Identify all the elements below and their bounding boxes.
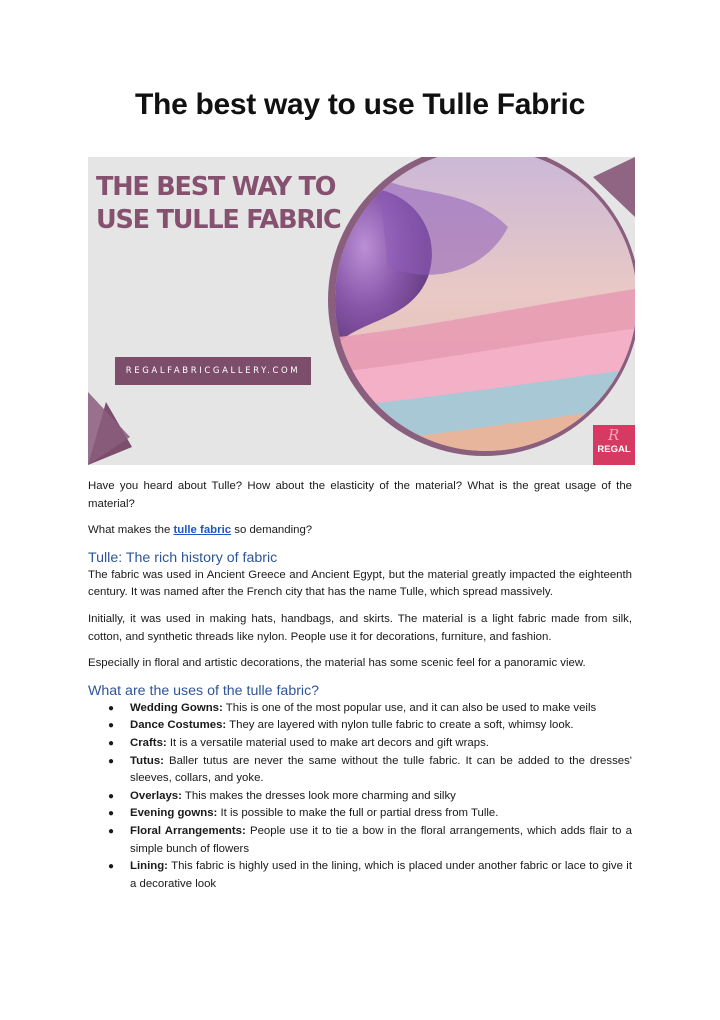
list-item-label: Dance Costumes: [130,719,227,732]
list-item [88,717,632,735]
tulle-fabric-link[interactable]: tulle fabric [173,524,232,537]
page-title: The best way to use Tulle Fabric [135,88,585,121]
list-item [88,735,632,753]
hero-heading-line1: THE BEST WAY TO [96,172,336,202]
history-paragraph-1: The fabric was used in Ancient Greece and Ancient Egypt, but the material greatly impacted the eighteenth century. It was named after the French city that has the name Tulle, which spread massively. [88,568,632,599]
bullet-icon: ● [108,861,115,873]
intro-text-after: so demanding? [231,524,313,537]
list-item-label: Floral Arrangements: [130,824,246,837]
list-item [88,858,632,893]
list-item [88,753,632,788]
list-item-text: They are layered with nylon tulle fabric to create a soft, whimsy look. [226,719,574,732]
bullet-icon: ● [108,720,115,732]
list-item-text: It is a versatile material used to make art decors and gift wraps. [166,736,489,749]
bullet-icon: ● [108,737,115,749]
section-uses-heading: What are the uses of the tulle fabric? [88,682,320,699]
list-item-label: Evening gowns: [130,807,218,820]
bullet-icon: ● [108,825,115,837]
list-item [88,788,632,806]
list-item-text: It is possible to make the full or partial dress from Tulle. [217,807,499,820]
list-item [88,805,632,823]
regal-logo [593,425,635,465]
list-item [88,700,632,718]
list-item-text: People use it to tie a bow in the floral arrangements, which adds flair to a simple bunch of flowers [130,824,632,855]
list-item-text: Baller tutus are never the same without the tulle fabric. It can be added to the dresses' sleeves, collars, and yoke. [130,754,632,785]
hero-heading-line2: USE TULLE FABRIC [96,205,341,235]
intro-text-before: What makes the [88,524,174,537]
list-item-label: Crafts: [130,736,167,749]
section-history-heading: Tulle: The rich history of fabric [88,549,278,566]
bullet-icon: ● [108,808,115,820]
list-item-text: This is one of the most popular use, and it can also be used to make veils [222,701,597,714]
article-body [88,478,632,893]
bullet-icon: ● [108,790,115,802]
list-item [88,823,632,858]
bullet-icon: ● [108,755,115,767]
intro-paragraph-2 [88,522,632,540]
uses-list [88,700,632,894]
regal-logo-text: REGAL [597,444,631,455]
list-item-text: This fabric is highly used in the lining, which is placed under another fabric or lace to give it a decorative look [130,860,632,890]
intro-paragraph-1: Have you heard about Tulle? How about the elasticity of the material? What is the great usage of the material? [88,480,632,510]
list-item-label: Tutus: [130,754,164,767]
list-item-label: Lining: [130,860,168,873]
hero-banner-image [88,157,635,465]
bullet-icon: ● [108,702,115,714]
website-url-badge: REGALFABRICGALLERY.COM [115,357,311,385]
list-item-label: Overlays: [130,789,182,802]
list-item-text: This makes the dresses look more charming and silky [181,789,456,802]
history-paragraph-3: Especially in floral and artistic decorations, the material has some scenic feel for a panoramic view. [88,657,586,670]
history-paragraph-2: Initially, it was used in making hats, handbags, and skirts. The material is a light fabric made from silk, cotton, and synthetic threads like nylon. People use it for decorations, furniture, and fashion. [88,612,632,643]
list-item-label: Wedding Gowns: [130,701,223,714]
regal-logo-script: R [608,426,620,444]
hero-heading [96,171,341,237]
